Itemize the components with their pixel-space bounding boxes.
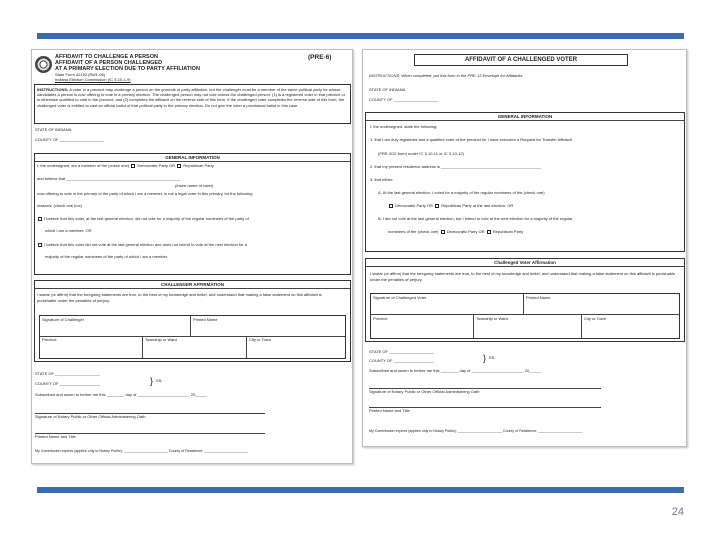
state-form-number: State Form 42192 (R8/1-06): [55, 72, 106, 77]
challenger-affirmation-text: I swear (or affirm) that the foregoing statements are true, to the best of my knowledge and belief, and understand that making a false statement on this affidavit is punishable under the penalties of perjury.: [37, 292, 322, 304]
challenger-signature-table: [39, 315, 346, 359]
challenger-city-field[interactable]: City or Town: [249, 337, 271, 342]
undersigned-statement: I, the undersigned, am a member of the (check one): [37, 163, 130, 169]
democratic-party-checkbox[interactable]: [131, 164, 135, 168]
republican-party-label: Republican Party: [183, 163, 214, 169]
challenger-affirmation-section: [34, 280, 351, 362]
option-b-republican-label: Republican Party: [492, 229, 524, 235]
right-form-title: AFFIDAVIT OF A CHALLENGED VOTER: [464, 57, 578, 63]
right-notary-brace: }: [483, 353, 487, 363]
notary-ss-label: SS:: [156, 378, 163, 383]
reason-two-text: I believe that this voter did not vote at the last general election and does not intend to vote at the next election for a: [44, 242, 247, 248]
right-notary-commission-line: My Commission expires (applies only to Notary Public): ______________________ County of Residence: ______________________: [369, 429, 583, 433]
option-b-text: B. I did not vote at the last general election, but I intend to vote at the next election for a majority of the regular: [378, 216, 573, 221]
item-one-text: 1. that I am duly registered and a qualified voter of the precinct for I have executed a Request for Transfer Affidavit: [370, 137, 572, 142]
right-notary-state-line: STATE OF ____________________: [369, 349, 434, 354]
general-information-heading: GENERAL INFORMATION: [165, 155, 220, 160]
notary-printed-name-label: Printed Name and Title: [35, 434, 76, 439]
voter-signature-field[interactable]: Signature of Challenged Voter: [373, 295, 427, 300]
challenger-precinct-field[interactable]: Precinct: [42, 337, 57, 342]
right-general-information-section: [365, 112, 685, 252]
option-a-or-label: OR: [426, 203, 433, 209]
item-one-continuation: (PRE 4/12 form) under IC 3-10-11 or IC 3-10-12): [378, 151, 464, 156]
election-commission-ref: Indiana Election Commission (IC 3-10-1-9): [55, 77, 131, 82]
right-state-of-indiana-label: STATE OF INDIANA: [369, 87, 406, 92]
challenger-township-field[interactable]: Township or Ward: [145, 337, 177, 342]
notary-subscribed-line: Subscribed and sworn to before me this ________ day of _______________________, 20_____.: [35, 392, 208, 397]
challenger-signature-field[interactable]: Signature of Challenger: [42, 317, 85, 322]
voter-signature-table: [370, 293, 680, 339]
reason-one-continuation: which I am a member; OR: [45, 228, 92, 233]
challenger-printed-name-field[interactable]: Printed Name: [193, 317, 218, 322]
notary-commission-line: My Commission expires (applies only to Notary Public): ______________________ County of Residence: ______________________: [35, 449, 249, 453]
voter-city-field[interactable]: City or Town: [584, 316, 606, 321]
item-two-text: 2. that my present residence address is _____________________________________________: [370, 164, 542, 169]
reasons-label: reasons: (check one box): [37, 203, 82, 208]
bottom-accent-bar: [37, 487, 684, 493]
offering-statement: now offering to vote in the primary of the party of which I am a member, is not a legal voter in this primary, for the following: [37, 191, 253, 196]
insert-name-caption: (Insert name of voter): [175, 183, 214, 188]
form-title-line-1: AFFIDAVIT TO CHALLENGE A PERSON: [55, 54, 158, 60]
item-three-text: 3. that either:: [370, 177, 394, 182]
challenger-affirmation-heading: CHALLENGER AFFIRMATION: [161, 282, 224, 287]
right-notary-signature-label: Signature of Notary Public or Other Official Administering Oath: [369, 389, 480, 394]
voter-printed-name-field[interactable]: Printed Name: [526, 295, 551, 300]
instructions-box: [34, 84, 351, 124]
option-b-or-label: OR: [478, 229, 485, 235]
right-notary-subscribed-line: Subscribed and sworn to before me this ________ day of _______________________, 20_____.: [369, 368, 542, 373]
option-a-republican-label: Republican Party at the last election; OR: [441, 203, 514, 209]
notary-signature-label: Signature of Notary Public or Other Official Administering Oath: [35, 414, 146, 419]
reason-one-checkbox[interactable]: [38, 217, 42, 221]
challenge-affidavit-form: [31, 49, 353, 464]
option-a-democratic-checkbox[interactable]: [389, 204, 393, 208]
right-form-instructions: INSTRUCTIONS: When completed, put this form in the PRE-13 Envelope for Affidavits.: [369, 73, 524, 78]
or-label: OR: [169, 163, 176, 169]
reason-one-text: I believe that this voter, at the last general election, did not vote for a majority of the regular nominees of the party of: [44, 216, 249, 222]
state-of-indiana-label: STATE OF INDIANA: [35, 127, 72, 132]
notary-county-line: COUNTY OF __________________: [35, 381, 100, 386]
right-general-information-heading: GENERAL INFORMATION: [497, 114, 553, 119]
option-a-republican-checkbox[interactable]: [435, 204, 439, 208]
right-notary-county-line: COUNTY OF __________________: [369, 358, 434, 363]
general-information-section: [34, 153, 351, 275]
voter-township-field[interactable]: Township or Ward: [476, 316, 508, 321]
challenged-voter-affirmation-section: [365, 258, 685, 342]
page-number: 24: [671, 506, 684, 518]
notary-brace: }: [150, 376, 154, 386]
option-a-democratic-label: Democratic Party: [395, 203, 426, 209]
challenged-voter-affirmation-text: I swear (or affirm) that the foregoing statements are true, to the best of my knowledge and belief, and understand that making a false statement on this affidavit is punishable under the penalties of perjury.: [370, 271, 676, 283]
option-b-continuation: nominees of the (check one): [388, 229, 439, 235]
voter-precinct-field[interactable]: Precinct: [373, 316, 388, 321]
republican-party-checkbox[interactable]: [177, 164, 181, 168]
option-b-democratic-checkbox[interactable]: [441, 230, 445, 234]
indiana-state-seal-icon: [35, 56, 52, 73]
form-title-line-2: AFFIDAVIT OF A PERSON CHALLENGED: [55, 60, 163, 66]
right-undersigned-statement: I, the undersigned, state the following:: [370, 124, 438, 129]
democratic-party-label: Democratic Party: [137, 163, 168, 169]
county-of-label: COUNTY OF ____________________: [35, 137, 105, 142]
right-notary-printed-name-label: Printed Name and Title: [369, 408, 410, 413]
top-accent-bar: [37, 33, 684, 39]
option-a-text: A. At the last general election, I voted for a majority of the regular nominees of the (check one): [378, 190, 545, 195]
option-b-republican-checkbox[interactable]: [487, 230, 491, 234]
challenged-voter-affirmation-heading: Challenged Voter Affirmation: [494, 260, 556, 265]
instructions-text: A voter in a precinct may challenge a person on the grounds of party affiliation, but the challenger must be a member of the same political party for whose candidates a person is now offering to vote in a primary election. The challenged person may not vote unless the challenged person: (1) is a registered voter in that precinct or is otherwise qualified to vote in the precinct; and (2) completes the affidavit on the reverse side of this form. If the challenged voter completes the reverse side of this form, the challenged voter is entitled to cast an official ballot of that political party in the primary election. Do not give the voter a provisional ballot in this case.: [37, 87, 346, 108]
challenged-voter-affidavit-form: [362, 49, 687, 447]
form-title-line-3: AT A PRIMARY ELECTION DUE TO PARTY AFFILIATION: [55, 66, 200, 72]
right-notary-ss-label: SS:: [489, 355, 496, 360]
right-county-of-label: COUNTY OF ____________________: [369, 97, 439, 102]
notary-state-line: STATE OF ____________________: [35, 371, 100, 376]
right-form-title-box: [414, 54, 628, 66]
option-b-democratic-label: Democratic Party: [446, 229, 478, 235]
reason-two-checkbox[interactable]: [38, 243, 42, 247]
form-code: (PRE-6): [308, 54, 332, 61]
instructions-label: INSTRUCTIONS:: [37, 87, 69, 92]
reason-two-continuation: majority of the regular nominees of the party of which I am a member.: [45, 254, 168, 259]
believe-that-line: and believe that ___________________________________________________: [37, 176, 180, 181]
